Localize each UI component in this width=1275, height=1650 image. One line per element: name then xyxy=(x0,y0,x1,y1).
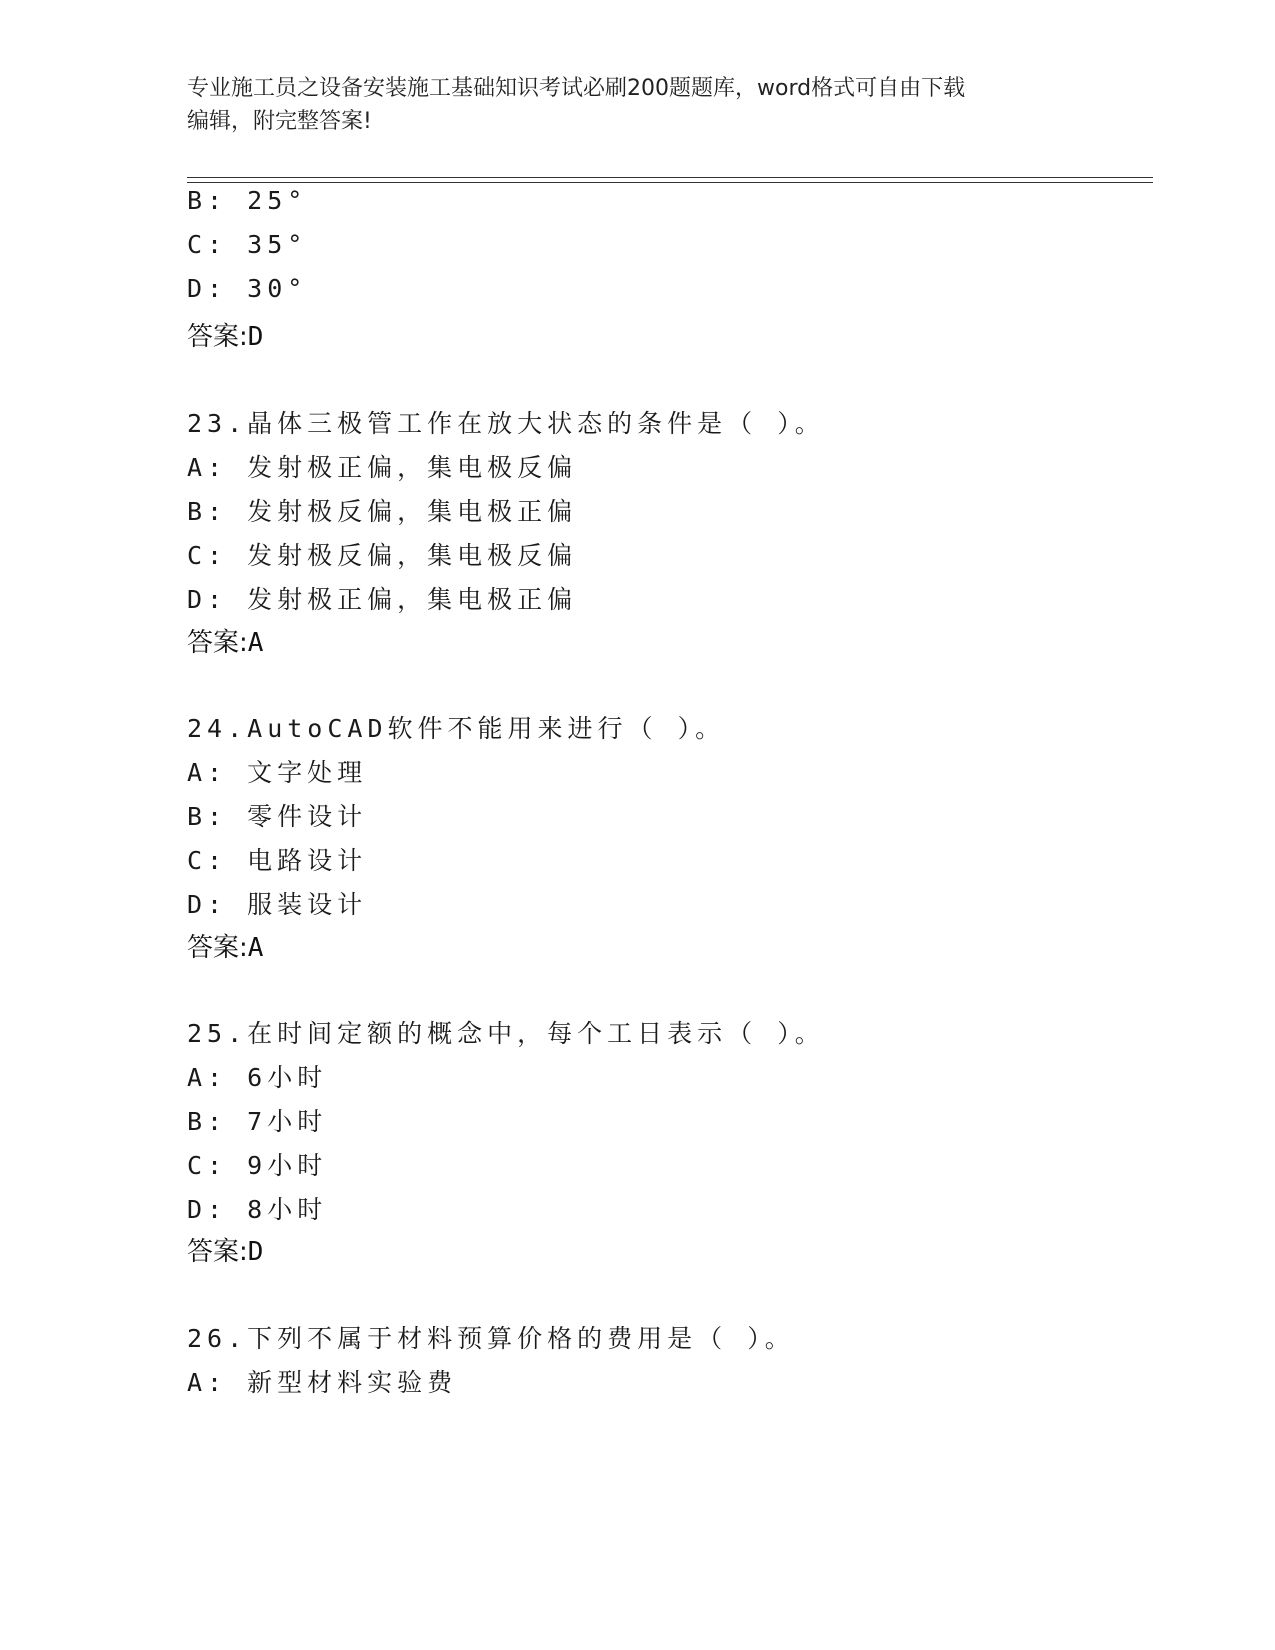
header-title-line1: 专业施工员之设备安装施工基础知识考试必刷200题题库，word格式可自由下载 xyxy=(187,76,966,101)
option-b: B: 零件设计 xyxy=(187,802,368,831)
option-d: D: 服装设计 xyxy=(187,890,368,919)
document-header xyxy=(187,72,1067,138)
question-stem: 25.在时间定额的概念中，每个工日表示（ ）。 xyxy=(187,1019,825,1048)
answer-value: A xyxy=(247,933,264,963)
option-d: D: 发射极正偏，集电极正偏 xyxy=(187,585,578,614)
question-stem: 26.下列不属于材料预算价格的费用是（ ）。 xyxy=(187,1324,795,1353)
option-a: A: 新型材料实验费 xyxy=(187,1368,458,1397)
answer-line xyxy=(187,622,263,659)
answer-label: 答案: xyxy=(187,628,248,658)
option-c: C: 发射极反偏，集电极反偏 xyxy=(187,541,578,570)
option-a: A: 发射极正偏，集电极反偏 xyxy=(187,453,578,482)
option-c: C: 9小时 xyxy=(187,1151,328,1180)
answer-line xyxy=(187,316,263,353)
option-c: C: 35° xyxy=(187,230,308,259)
option-d: D: 8小时 xyxy=(187,1195,328,1224)
option-a: A: 文字处理 xyxy=(187,758,368,787)
option-b: B: 25° xyxy=(187,186,308,215)
answer-label: 答案: xyxy=(187,933,248,963)
answer-line xyxy=(187,927,263,964)
answer-value: D xyxy=(247,1237,264,1267)
option-c: C: 电路设计 xyxy=(187,846,368,875)
answer-value: A xyxy=(247,628,264,658)
answer-label: 答案: xyxy=(187,1237,248,1267)
answer-label: 答案: xyxy=(187,322,248,352)
question-stem: 23.晶体三极管工作在放大状态的条件是（ ）。 xyxy=(187,409,825,438)
option-a: A: 6小时 xyxy=(187,1063,328,1092)
answer-line xyxy=(187,1231,263,1268)
option-b: B: 发射极反偏，集电极正偏 xyxy=(187,497,578,526)
header-title-line2: 编辑，附完整答案! xyxy=(187,109,372,134)
option-b: B: 7小时 xyxy=(187,1107,328,1136)
question-stem: 24.AutoCAD软件不能用来进行（ ）。 xyxy=(187,714,726,743)
header-divider xyxy=(187,177,1153,183)
answer-value: D xyxy=(247,322,264,352)
option-d: D: 30° xyxy=(187,274,308,303)
